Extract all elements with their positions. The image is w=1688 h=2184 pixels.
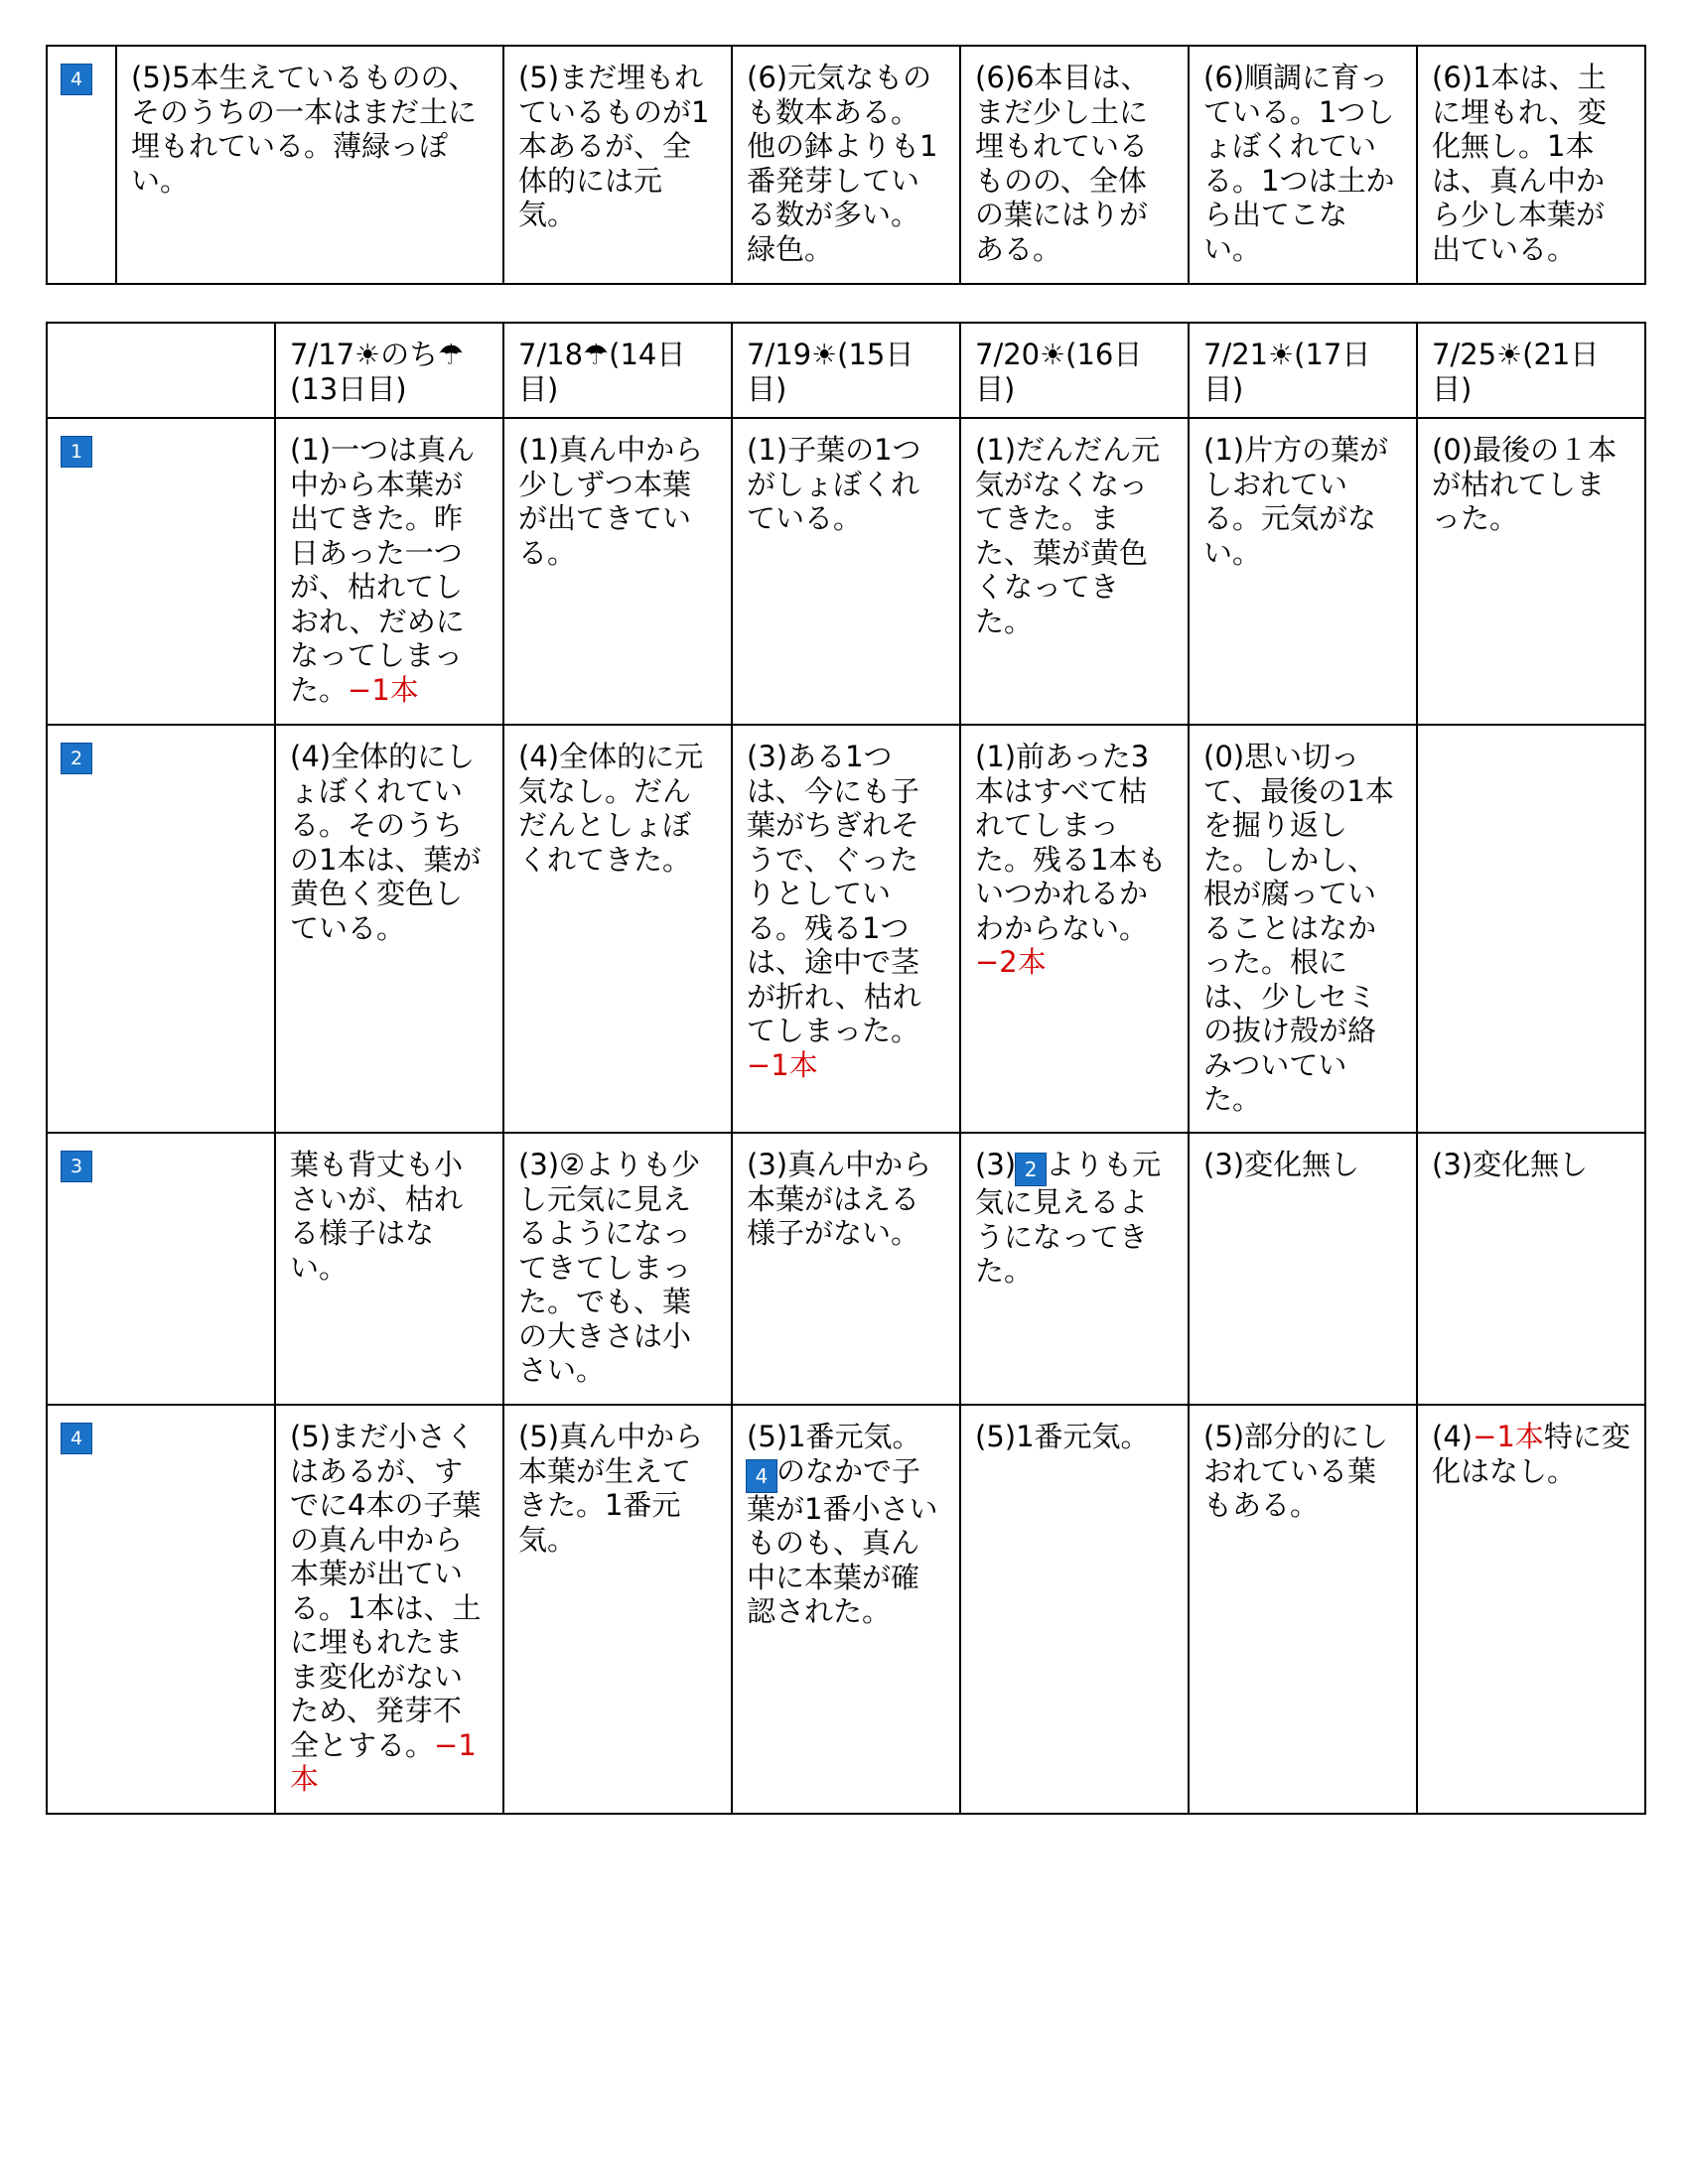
sun-icon: ☀ — [354, 338, 381, 371]
observation-cell: (5)真ん中から本葉が生えてきた。1番元気。 — [503, 1405, 732, 1814]
plant-label-cell — [47, 418, 275, 725]
plant-number-badge: 2 — [62, 744, 91, 773]
observation-cell: (1)前あった3本はすべて枯れてしまった。残る1本もいつかれるかわからない。 −2本 — [960, 725, 1189, 1133]
observation-cell — [1417, 725, 1645, 1133]
observation-cell: (6)元気なものも数本ある。他の鉢よりも1番発芽している数が多い。緑色。 — [732, 46, 960, 284]
date-header: 7/19☀(15日目) — [732, 323, 960, 418]
plant-label-cell — [47, 1405, 275, 1814]
table-row — [47, 1133, 1645, 1405]
observation-table — [46, 322, 1646, 1815]
observation-cell: (3)変化無し — [1417, 1133, 1645, 1405]
plant-number-badge: 4 — [747, 1460, 776, 1492]
header-corner-cell — [47, 323, 275, 418]
observation-cell: (4)−1本特に変化はなし。 — [1417, 1405, 1645, 1814]
decrease-note: −1本 — [290, 1727, 477, 1796]
observation-cell: (1)子葉の1つがしょぼくれている。 — [732, 418, 960, 725]
plant-number-badge: 2 — [1016, 1154, 1046, 1185]
observation-cell: (5)まだ小さくはあるが、すでに4本の子葉の真ん中から本葉が出ている。1本は、土に埋もれたまま変化がないため、発芽不全とする。−1本 — [275, 1405, 503, 1814]
sun-icon: ☀ — [1496, 338, 1523, 371]
plant-number-badge: 3 — [62, 1152, 91, 1181]
plant-label-cell — [47, 1133, 275, 1405]
observation-cell: (0)最後の１本が枯れてしまった。 — [1417, 418, 1645, 725]
plant-number-badge: 1 — [62, 437, 91, 467]
sun-icon: ☀ — [1268, 338, 1295, 371]
table-row — [47, 1405, 1645, 1814]
observation-cell: (5)部分的にしおれている葉もある。 — [1189, 1405, 1417, 1814]
observation-cell: (1)一つは真ん中から本葉が出てきた。昨日あった一つが、枯れてしおれ、だめになってしまった。−1本 — [275, 418, 503, 725]
observation-cell: (3)変化無し — [1189, 1133, 1417, 1405]
date-header: 7/20☀(16日目) — [960, 323, 1189, 418]
sun-icon: ☀ — [1040, 338, 1066, 371]
observation-cell: (6)1本は、土に埋もれ、変化無し。1本は、真ん中から少し本葉が出ている。 — [1417, 46, 1645, 284]
observation-cell: (6)順調に育っている。1つしょぼくれている。1つは土から出てこない。 — [1189, 46, 1417, 284]
observation-cell: (4)全体的に元気なし。だんだんとしょぼくれてきた。 — [503, 725, 732, 1133]
observation-cell: 葉も背丈も小さいが、枯れる様子はない。 — [275, 1133, 503, 1405]
observation-cell: (1)真ん中から少しずつ本葉が出てきている。 — [503, 418, 732, 725]
decrease-note: −1本 — [1473, 1420, 1544, 1453]
date-header: 7/21☀(17日目) — [1189, 323, 1417, 418]
observation-cell: (0)思い切って、最後の1本を掘り返した。しかし、根が腐っていることはなかった。根には、少しセミの抜け殻が絡みついていた。 — [1189, 725, 1417, 1133]
plant-number-badge: 4 — [62, 1424, 91, 1453]
umbrella-icon: ☂ — [583, 338, 610, 371]
observation-cell: (5)まだ埋もれているものが1本あるが、全体的には元気。 — [503, 46, 732, 284]
date-header: 7/25☀(21日目) — [1417, 323, 1645, 418]
date-header: 7/18☂(14日目) — [503, 323, 732, 418]
observation-cell: (3)②よりも少し元気に見えるようになってきてしまった。でも、葉の大きさは小さい。 — [503, 1133, 732, 1405]
observation-table-continued — [46, 45, 1646, 285]
plant-label-cell — [47, 46, 116, 284]
umbrella-icon: ☂ — [438, 338, 465, 371]
observation-cell: (1)片方の葉がしおれている。元気がない。 — [1189, 418, 1417, 725]
observation-cell: (5)1番元気。 4 のなかで子葉が1番小さいものも、真ん中に本葉が確認された。 — [732, 1405, 960, 1814]
decrease-note: −1本 — [747, 1047, 818, 1082]
table-row — [47, 725, 1645, 1133]
observation-cell: (3) 2 よりも元気に見えるようになってきた。 — [960, 1133, 1189, 1405]
header-row — [47, 323, 1645, 418]
decrease-note: −2本 — [975, 945, 1047, 979]
decrease-note: −1本 — [348, 672, 419, 707]
observation-cell: (3)ある1つは、今にも子葉がちぎれそうで、ぐったりとしている。残る1つは、途中で茎が折れ、枯れてしまった。 −1本 — [732, 725, 960, 1133]
observation-cell: (5)5本生えているものの、そのうちの一本はまだ土に埋もれている。薄緑っぽい。 — [116, 46, 503, 284]
observation-cell: (3)真ん中から本葉がはえる様子がない。 — [732, 1133, 960, 1405]
plant-number-badge: 4 — [62, 65, 91, 94]
observation-cell: (6)6本目は、まだ少し土に埋もれているものの、全体の葉にはりがある。 — [960, 46, 1189, 284]
table-row — [47, 46, 1645, 284]
observation-cell: (4)全体的にしょぼくれている。そのうちの1本は、葉が黄色く変色している。 — [275, 725, 503, 1133]
table-row — [47, 418, 1645, 725]
date-header: 7/17☀のち☂(13日目) — [275, 323, 503, 418]
plant-label-cell — [47, 725, 275, 1133]
observation-cell: (1)だんだん元気がなくなってきた。また、葉が黄色くなってきた。 — [960, 418, 1189, 725]
observation-cell: (5)1番元気。 — [960, 1405, 1189, 1814]
sun-icon: ☀ — [811, 338, 838, 371]
